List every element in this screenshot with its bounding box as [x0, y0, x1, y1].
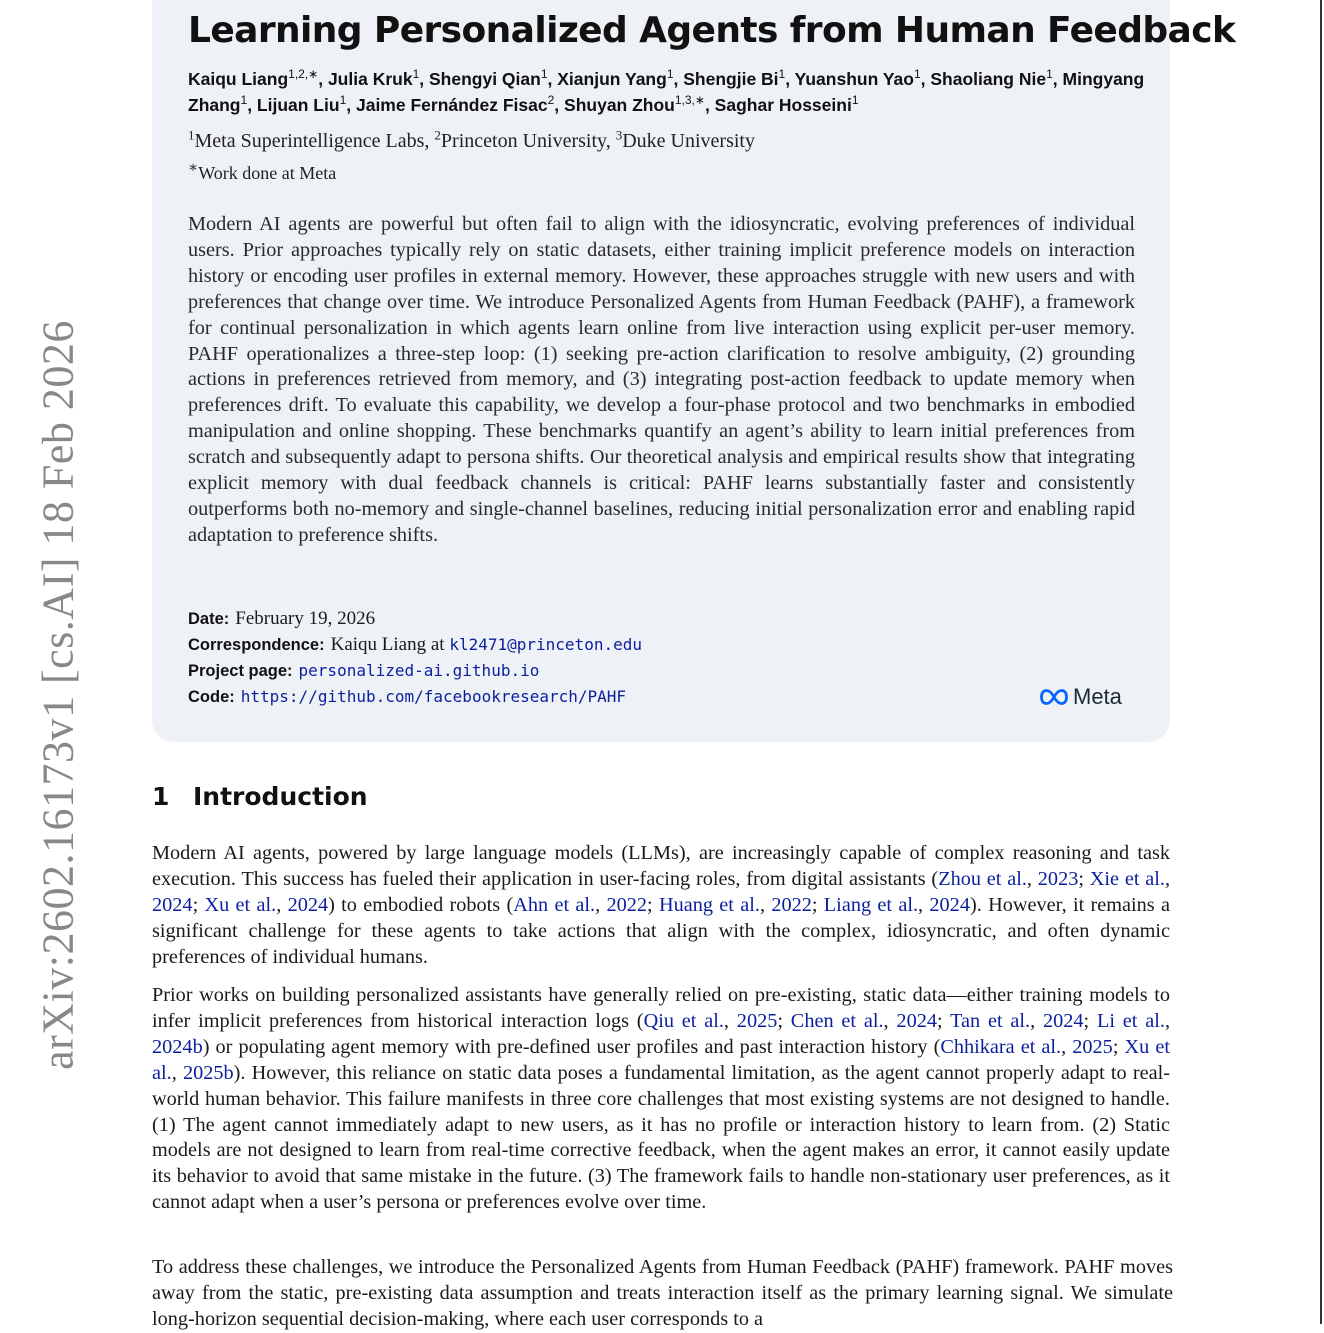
- author-affiliation-marker: 1: [1046, 67, 1053, 82]
- author-name: Yuanshun Yao: [794, 69, 914, 89]
- citation-link[interactable]: 2023: [1037, 867, 1079, 890]
- affiliations: $^1$Meta Superintelligence Labs, $^2$Princeton University, $^3$Duke University: [188, 127, 755, 152]
- section-number: 1: [152, 782, 170, 811]
- code-label: Code:: [188, 688, 235, 706]
- meta-infinity-icon: [1040, 689, 1068, 705]
- author-name: Shuyan Zhou: [564, 95, 675, 115]
- correspondence-name: Kaiqu Liang at: [330, 634, 445, 655]
- affiliation-marker: 2: [434, 127, 441, 143]
- author-affiliation-marker: 1: [339, 93, 347, 108]
- citation-link[interactable]: 2025: [1072, 1035, 1113, 1058]
- citation-link[interactable]: Tan et al.: [950, 1009, 1031, 1032]
- author-affiliation-marker: 2: [547, 93, 555, 108]
- author-affiliation-marker: 1: [412, 67, 420, 82]
- affiliation-marker: 1: [188, 127, 195, 143]
- paper-metadata: [188, 606, 642, 710]
- intro-paragraph: Modern AI agents, powered by large language models (LLMs), are increasingly capable of complex reasoning and task execution. This success has fueled their application in user-facing roles, from digital assistants (Zhou et al., 2023; Xie et al., 2024; Xu et al., 2024) to embodied robots (Ahn et al., 2022; Huang et al., 2022; Liang et al., 2024). However, it remains a significant challenge for these agents to take actions that align with the complex, idiosyncratic, and often dynamic preferences of individual humans.: [152, 842, 1171, 968]
- correspondence-email-link[interactable]: kl2471@princeton.edu: [449, 635, 642, 654]
- citation-link[interactable]: 2024: [287, 893, 329, 916]
- affiliation-name: Meta Superintelligence Labs: [194, 130, 425, 152]
- author-affiliation-marker: 1: [540, 67, 548, 82]
- citation-link[interactable]: Zhou et al.: [938, 867, 1027, 890]
- date-row: [188, 606, 642, 632]
- affiliation-name: Princeton University: [440, 130, 606, 152]
- citation-link[interactable]: 2024: [896, 1009, 937, 1032]
- date-value: February 19, 2026: [235, 608, 376, 629]
- author-name: Shaoliang Nie: [930, 69, 1047, 89]
- citation-link[interactable]: Xie et al.: [1089, 867, 1165, 890]
- intro-paragraph: To address these challenges, we introduce the Personalized Agents from Human Feedback (PAHF) framework. PAHF moves away from the static, pre-existing data assumption and treats interaction itself as the primary learning signal. We simulate long-horizon sequential decision-making, where each user corresponds to a: [152, 1256, 1173, 1330]
- paper-title: Learning Personalized Agents from Human Feedback: [188, 10, 1236, 51]
- author-affiliation-marker: 1: [666, 67, 674, 82]
- citation-link[interactable]: Chhikara et al.: [940, 1035, 1062, 1058]
- arxiv-identifier: arXiv:2602.16173v1 [cs.AI] 18 Feb 2026: [33, 320, 83, 1070]
- author-name: Xianjun Yang: [557, 69, 667, 89]
- author-affiliation-marker: 1: [240, 93, 248, 108]
- citation-link[interactable]: Li et al.: [1096, 1009, 1165, 1032]
- citation-link[interactable]: Qiu et al.: [643, 1009, 724, 1032]
- affiliation-marker: 3: [615, 127, 623, 143]
- citation-link[interactable]: 2024b: [152, 1035, 203, 1058]
- project-page-link[interactable]: personalized-ai.github.io: [298, 661, 540, 680]
- citation-link[interactable]: 2024: [929, 893, 970, 916]
- citation-link[interactable]: 2025: [736, 1009, 778, 1032]
- meta-logo: [1040, 684, 1122, 710]
- meta-logo-text: Meta: [1073, 684, 1122, 709]
- citation-link[interactable]: 2025b: [182, 1061, 234, 1084]
- author-list: Kaiqu Liang$^{1,2,∗}$, Julia Kruk$^1$, Shengyi Qian$^1$, Xianjun Yang$^1$, Shengjie Bi$^1$, Yuanshun Yao$^1$, Shaoliang Nie$^1$, Mingyang Zhang$^1$, Lijuan Liu$^1$, Jaime Fernández Fisac$^2$, Shuyan Zhou$^{1,3,∗}$, Saghar Hosseini$^1$: [188, 67, 1145, 115]
- intro-paragraph: Prior works on building personalized assistants have generally relied on pre-existing, static data—either training models to infer implicit preferences from historical interaction logs (Qiu et al., 2025; Chen et al., 2024; Tan et al., 2024; Li et al., 2024b) or populating agent memory with pre-defined user profiles and past interaction history (Chhikara et al., 2025; Xu et al., 2025b). However, this reliance on static data poses a fundamental limitation, as the agent cannot properly adapt to real-world human behavior. This failure manifests in three core challenges that most existing systems are not designed to handle. (1) The agent cannot immediately adapt to new users, as it has no profile or interaction history to learn from. (2) Static models are not designed to learn from real-time corrective feedback, when the agent makes an error, it cannot easily update its behavior to avoid that same mistake in the future. (3) The framework fails to handle non-stationary user preferences, as it cannot adapt when a user’s persona or preferences evolve over time.: [152, 984, 1171, 1214]
- citation-link[interactable]: Huang et al.: [658, 893, 760, 916]
- section-heading-introduction: [152, 782, 368, 811]
- citation-link[interactable]: 2024: [152, 893, 193, 916]
- author-name: Mingyang Zhang: [188, 69, 1145, 115]
- code-link[interactable]: https://github.com/facebookresearch/PAHF: [240, 687, 627, 706]
- author-affiliation-marker: 1: [913, 67, 921, 82]
- project-page-label: Project page:: [188, 662, 293, 680]
- citation-link[interactable]: Chen et al.: [790, 1009, 884, 1032]
- affiliation-name: Duke University: [622, 130, 755, 152]
- author-name: Julia Kruk: [327, 69, 413, 89]
- author-affiliation-marker: 1,3,∗: [674, 93, 705, 108]
- citation-link[interactable]: Xu et al.: [204, 893, 277, 916]
- note-marker: ∗: [188, 160, 199, 176]
- abstract: Modern AI agents are powerful but often fail to align with the idiosyncratic, evolving preferences of individual users. Prior approaches typically rely on static datasets, either training implicit preference models on interaction history or encoding user profiles in external memory. However, these approaches struggle with new users and with preferences that change over time. We introduce Personalized Agents from Human Feedback (PAHF), a framework for continual personalization in which agents learn online from live interaction using explicit per-user memory. PAHF operationalizes a three-step loop: (1) seeking pre-action clarification to resolve ambiguity, (2) grounding actions in preferences retrieved from memory, and (3) integrating post-action feedback to update memory when preferences drift. To evaluate this capability, we develop a four-phase protocol and two benchmarks in embodied manipulation and online shopping. These benchmarks quantify an agent’s ability to learn initial preferences from scratch and subsequently adapt to persona shifts. Our theoretical analysis and empirical results show that integrating explicit memory with dual feedback channels is critical: PAHF learns substantially faster and consistently outperforms both no-memory and single-channel baselines, reducing initial personalization error and enabling rapid adaptation to preference shifts.: [188, 213, 1135, 546]
- correspondence-label: Correspondence:: [188, 636, 325, 654]
- author-affiliation-marker: 1,2,∗: [288, 67, 319, 82]
- citation-link[interactable]: Liang et al.: [823, 893, 919, 916]
- author-name: Saghar Hosseini: [714, 95, 852, 115]
- date-label: Date:: [188, 610, 230, 628]
- citation-link[interactable]: Xu et al.: [152, 1035, 1170, 1084]
- citation-link[interactable]: 2022: [771, 893, 812, 916]
- page-edge: [1320, 0, 1322, 1324]
- project-page-row: [188, 658, 642, 684]
- note-text: Work done at Meta: [198, 163, 337, 183]
- author-affiliation-marker: 1: [778, 67, 786, 82]
- author-name: Shengyi Qian: [429, 69, 541, 89]
- author-affiliation-marker: 1: [851, 93, 859, 108]
- author-name: Jaime Fernández Fisac: [355, 95, 548, 115]
- citation-link[interactable]: 2024: [1042, 1009, 1084, 1032]
- author-name: Lijuan Liu: [256, 95, 340, 115]
- correspondence-row: [188, 632, 642, 658]
- citation-link[interactable]: 2022: [606, 893, 648, 916]
- code-row: [188, 684, 642, 710]
- author-name: Kaiqu Liang: [188, 69, 289, 89]
- footnote-work-at-meta: [188, 158, 336, 184]
- citation-link[interactable]: Ahn et al.: [513, 893, 596, 916]
- author-name: Shengjie Bi: [683, 69, 779, 89]
- section-title: Introduction: [193, 782, 368, 811]
